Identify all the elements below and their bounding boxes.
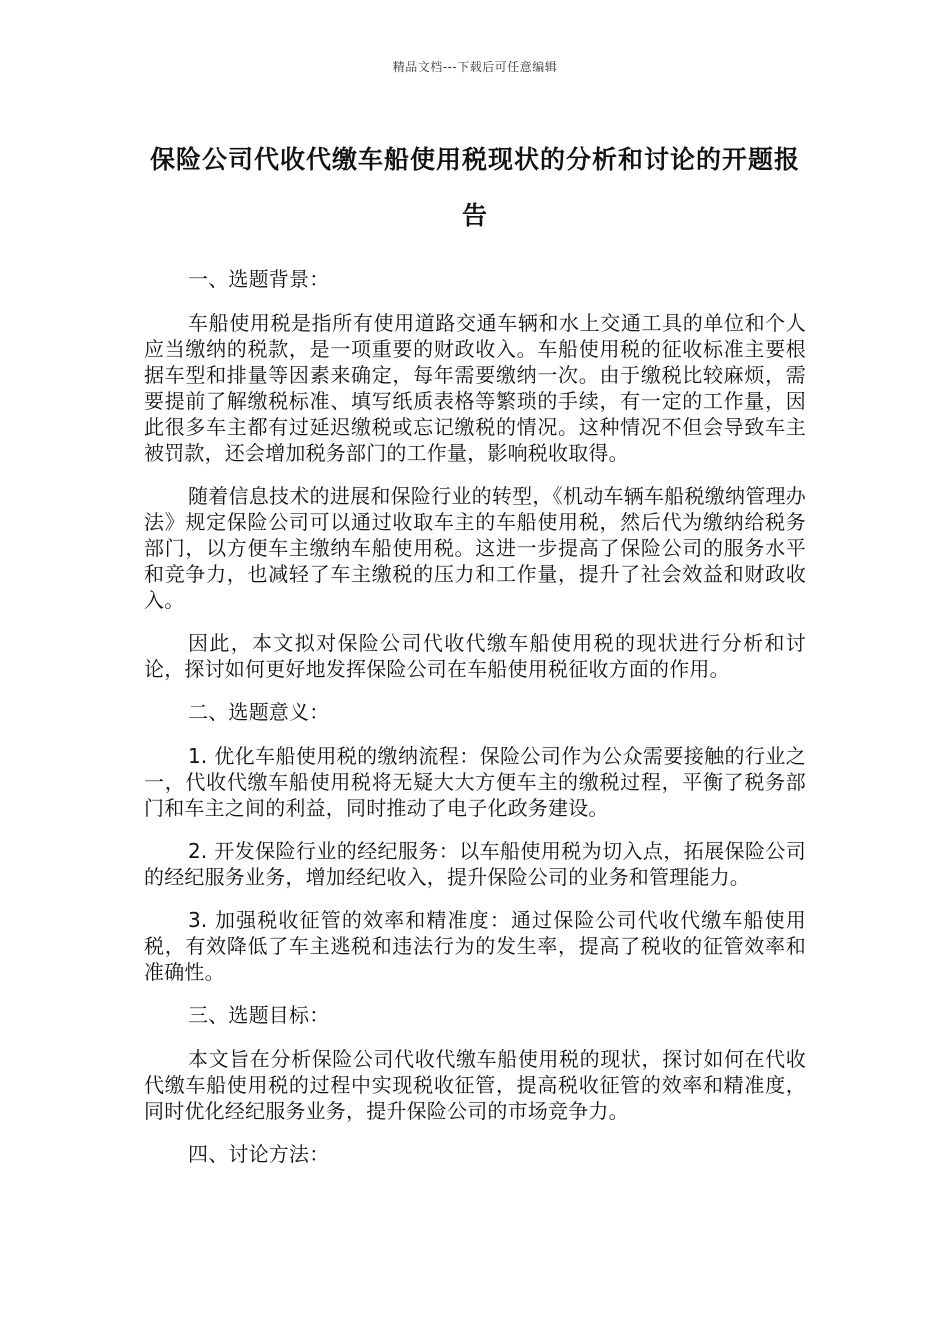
section-heading-objective: 三、选题目标： xyxy=(188,1003,330,1027)
section-heading-method: 四、讨论方法： xyxy=(188,1142,330,1166)
paragraph-objective: 本文旨在分析保险公司代收代缴车船使用税的现状，探讨如何在代收代缴车船使用税的过程中实现税收征管，提高税收征管的效率和精准度，同时优化经纪服务业务，提升保险公司的市场竞争力。 xyxy=(144,1047,806,1123)
paragraph-background-1: 车船使用税是指所有使用道路交通车辆和水上交通工具的单位和个人应当缴纳的税款，是一项重要的财政收入。车船使用税的征收标准主要根据车型和排量等因素来确定，每年需要缴纳一次。由于缴税比较麻烦，需要提前了解缴税标准、填写纸质表格等繁琐的手续，有一定的工作量，因此很多车主都有过延迟缴税或忘记缴税的情况。这种情况不但会导致车主被罚款，还会增加税务部门的工作量，影响税收取得。 xyxy=(144,311,806,465)
section-heading-background: 一、选题背景： xyxy=(188,267,330,291)
paragraph-background-2: 随着信息技术的进展和保险行业的转型，《机动车辆车船税缴纳管理办法》规定保险公司可以通过收取车主的车船使用税，然后代为缴纳给税务部门，以方便车主缴纳车船使用税。这进一步提高了保险公司的服务水平和竞争力，也减轻了车主缴税的压力和工作量，提升了社会效益和财政收入。 xyxy=(144,484,806,612)
header-note: 精品文档---下载后可任意编辑 xyxy=(392,60,558,74)
paragraph-significance-3: 3. 加强税收征管的效率和精准度：通过保险公司代收代缴车船使用税，有效降低了车主逃税和违法行为的发生率，提高了税收的征管效率和准确性。 xyxy=(144,908,806,984)
document-title: 保险公司代收代缴车船使用税现状的分析和讨论的开题报告 xyxy=(149,145,800,230)
document-body xyxy=(144,266,806,1185)
section-heading-significance: 二、选题意义： xyxy=(188,700,330,724)
paragraph-significance-1: 1. 优化车船使用税的缴纳流程：保险公司作为公众需要接触的行业之一，代收代缴车船使用税将无疑大大方便车主的缴税过程，平衡了税务部门和车主之间的利益，同时推动了电子化政务建设。 xyxy=(144,744,806,820)
paragraph-background-3: 因此，本文拟对保险公司代收代缴车船使用税的现状进行分析和讨论，探讨如何更好地发挥保险公司在车船使用税征收方面的作用。 xyxy=(144,631,806,681)
paragraph-significance-2: 2. 开发保险行业的经纪服务：以车船使用税为切入点，拓展保险公司的经纪服务业务，增加经纪收入，提升保险公司的业务和管理能力。 xyxy=(144,839,806,889)
